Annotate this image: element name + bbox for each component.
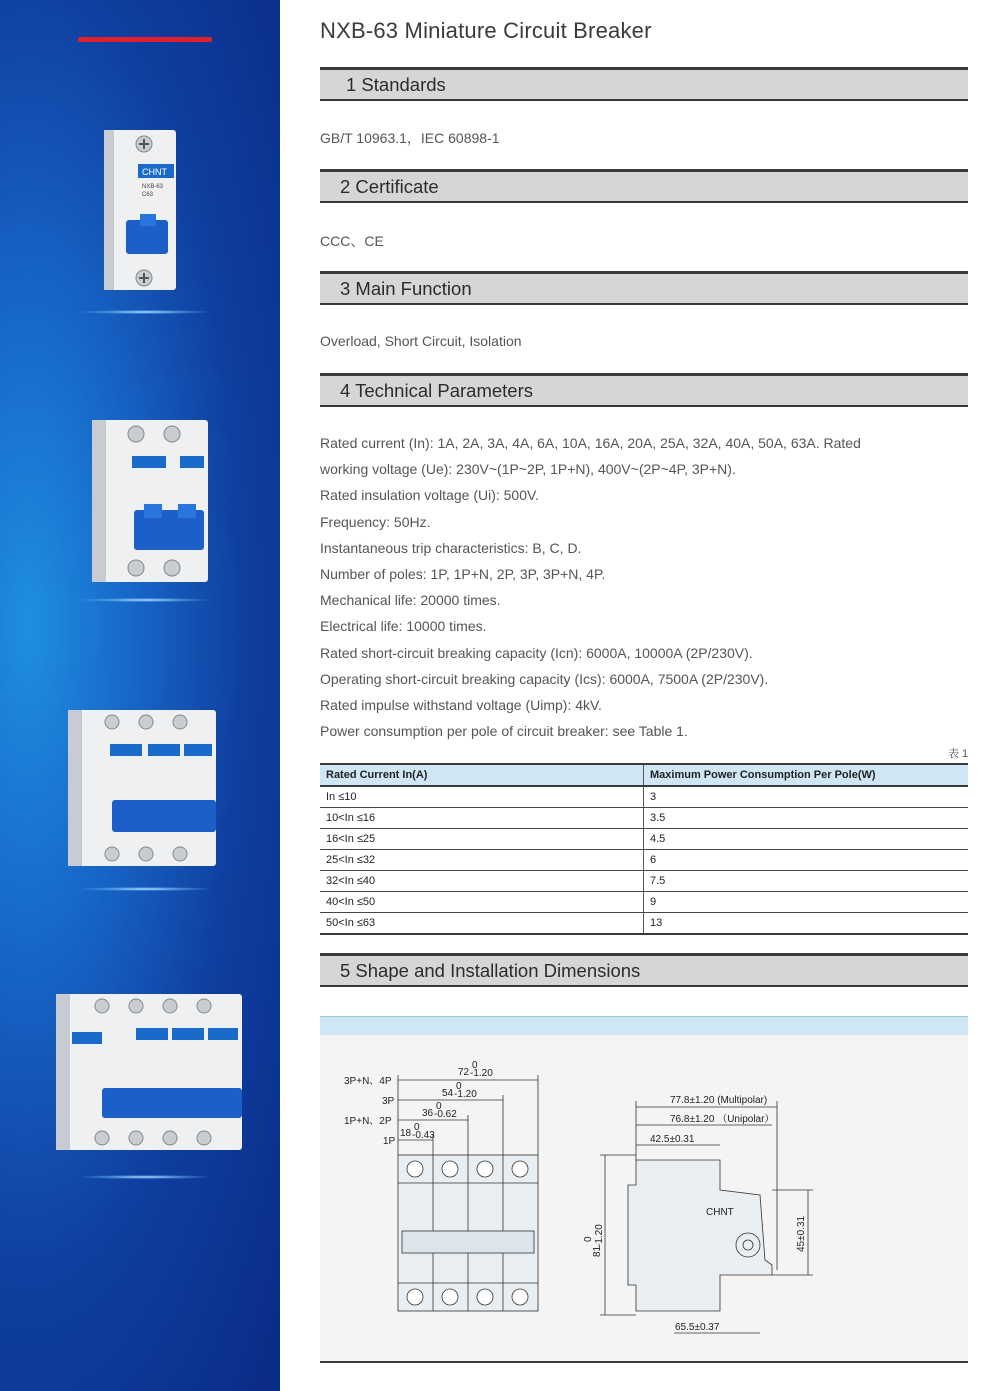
breaker-4p-image: [52, 992, 246, 1154]
param-line: Electrical life: 10000 times.: [320, 618, 487, 635]
table-header-row: [320, 764, 968, 786]
power-consumption-table: [320, 763, 968, 935]
section-header-standards: [320, 67, 968, 101]
table-cell: 3: [644, 786, 969, 808]
table-note: 表 1: [948, 748, 969, 760]
dim-18-upper: 0: [414, 1122, 420, 1133]
param-line: Operating short-circuit breaking capacity (Ics): 6000A, 7500A (2P/230V).: [320, 670, 769, 687]
dimension-band: [320, 1016, 968, 1036]
breaker-2p-image: [88, 418, 212, 586]
table-row: [320, 871, 968, 892]
section-heading: 4 Technical Parameters: [340, 380, 533, 401]
breaker-3p-image: [64, 708, 220, 870]
section-header-dimensions: [320, 953, 968, 987]
param-line: Frequency: 50Hz.: [320, 513, 431, 530]
dim-72: 72: [458, 1067, 470, 1078]
technical-parameters: [320, 430, 880, 744]
table-cell: 50<In ≤63: [320, 913, 644, 935]
glow-1: [80, 310, 210, 314]
certificate-text: CCC、CE: [320, 233, 384, 249]
side-logo: CHNT: [706, 1207, 734, 1218]
dim-36-tol: -0.62: [434, 1109, 457, 1120]
dim-72-tol: -1.20: [470, 1068, 493, 1079]
main-function-text: Overload, Short Circuit, Isolation: [320, 333, 522, 349]
section-header-certificate: [320, 169, 968, 203]
table-cell: 32<In ≤40: [320, 871, 644, 892]
table-cell: 25<In ≤32: [320, 850, 644, 871]
rating-text: C63: [142, 192, 154, 198]
left-product-panel: [0, 0, 280, 1391]
section-header-technical: [320, 373, 968, 407]
dim-18-tol: -0.43: [412, 1130, 435, 1141]
dim-72-upper: 0: [472, 1060, 478, 1071]
table-cell: 40<In ≤50: [320, 892, 644, 913]
table-row: [320, 808, 968, 829]
dim-36: 36: [422, 1108, 434, 1119]
param-line: Rated short-circuit breaking capacity (Icn): 6000A, 10000A (2P/230V).: [320, 644, 753, 661]
column-header: Maximum Power Consumption Per Pole(W): [644, 764, 969, 786]
table-row: [320, 850, 968, 871]
section-heading: 5 Shape and Installation Dimensions: [340, 960, 641, 981]
table-row: [320, 913, 968, 935]
standards-text: GB/T 10963.1，IEC 60898-1: [320, 130, 500, 146]
column-header: Rated Current In(A): [320, 764, 644, 786]
section-heading: 1 Standards: [346, 74, 446, 95]
dimension-drawing-svg: [320, 1035, 968, 1361]
dim-81-upper: 0: [583, 1236, 594, 1242]
table-cell: 16<In ≤25: [320, 829, 644, 850]
logo-text: CHNT: [142, 167, 167, 177]
label-1p: 1P: [383, 1136, 396, 1147]
dim-81-tol: -1.20: [594, 1224, 605, 1247]
dim-54-tol: -1.20: [454, 1089, 477, 1100]
glow-2: [80, 598, 210, 602]
param-line: Rated current (In): 1A, 2A, 3A, 4A, 6A, 10A, 16A, 20A, 25A, 32A, 40A, 50A, 63A. Rated: [320, 435, 861, 451]
table-cell: 4.5: [644, 829, 969, 850]
table-cell: 7.5: [644, 871, 969, 892]
section-heading: 2 Certificate: [340, 176, 439, 197]
dim-54-upper: 0: [456, 1081, 462, 1092]
param-line: Power consumption per pole of circuit breaker: see Table 1.: [320, 723, 688, 740]
label-3pn-4p: 3P+N、4P: [344, 1076, 392, 1087]
param-line: Mechanical life: 20000 times.: [320, 592, 501, 609]
dimension-drawing: [320, 1035, 968, 1363]
glow-3: [80, 887, 210, 891]
section-heading: 3 Main Function: [340, 278, 472, 299]
label-3p: 3P: [382, 1096, 395, 1107]
param-line: Rated insulation voltage (Ui): 500V.: [320, 487, 539, 504]
glow-4: [80, 1175, 210, 1179]
dim-multipolar: 77.8±1.20 (Multipolar): [670, 1095, 768, 1106]
dim-81: 81: [592, 1245, 603, 1257]
table-row: [320, 829, 968, 850]
table-cell: 6: [644, 850, 969, 871]
table-cell: 13: [644, 913, 969, 935]
dim-36-upper: 0: [436, 1101, 442, 1112]
dim-54: 54: [442, 1088, 454, 1099]
table-row: [320, 786, 968, 808]
table-row: [320, 892, 968, 913]
param-line: Rated impulse withstand voltage (Uimp): 4kV.: [320, 697, 602, 714]
table-cell: In ≤10: [320, 786, 644, 808]
param-line: Number of poles: 1P, 1P+N, 2P, 3P, 3P+N, 4P.: [320, 566, 606, 583]
page-title: NXB-63 Miniature Circuit Breaker: [320, 18, 652, 43]
breaker-1p-image: [100, 128, 182, 294]
dim-unipolar: 76.8±1.20 （Unipolar）: [670, 1114, 775, 1125]
dim-18: 18: [400, 1128, 412, 1139]
label-1pn-2p: 1P+N、2P: [344, 1116, 392, 1127]
table-cell: 3.5: [644, 808, 969, 829]
table-cell: 9: [644, 892, 969, 913]
model-text: NXB-63: [142, 184, 164, 190]
red-accent-line: [78, 37, 212, 42]
table-cell: 10<In ≤16: [320, 808, 644, 829]
dim-42-5: 42.5±0.31: [650, 1134, 695, 1145]
section-header-main-function: [320, 271, 968, 305]
param-line: Instantaneous trip characteristics: B, C, D.: [320, 539, 582, 556]
param-line: working voltage (Ue): 230V~(1P~2P, 1P+N), 400V~(2P~4P, 3P+N).: [320, 461, 736, 478]
dim-65-5: 65.5±0.37: [675, 1322, 720, 1333]
dim-45: 45±0.31: [796, 1215, 807, 1252]
